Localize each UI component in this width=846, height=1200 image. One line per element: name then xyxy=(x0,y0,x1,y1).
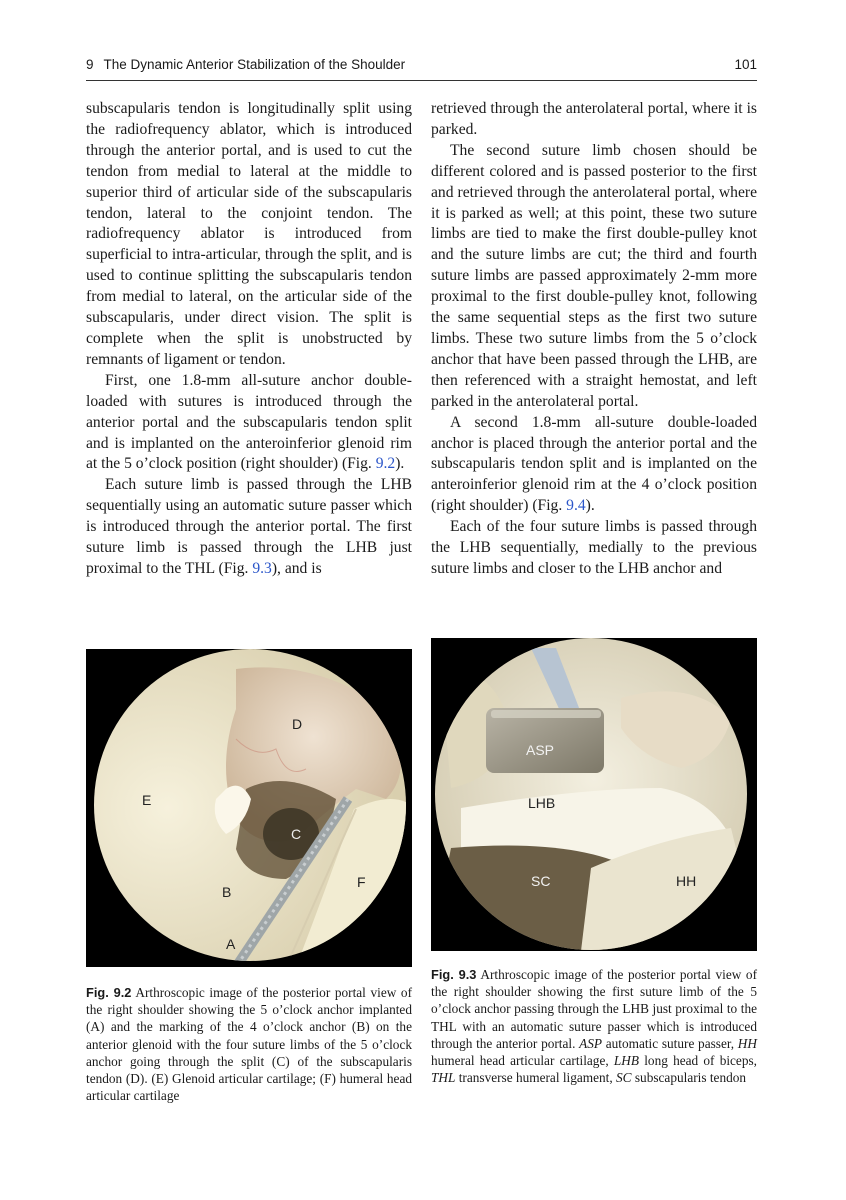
label-F: F xyxy=(357,874,366,890)
figure-9-3-image xyxy=(431,638,757,951)
arthroscopy-photo-9-3 xyxy=(431,638,757,951)
header-rule xyxy=(86,80,757,81)
caption-run: transverse humeral ligament, xyxy=(455,1070,617,1086)
chapter-number: 9 xyxy=(86,57,94,72)
abbr-SC: SC xyxy=(616,1070,632,1086)
text-run: Each suture limb is passed through the LHB sequentially using an automatic suture passer which is introduced through the anterior portal. The first suture limb is passed through the LHB just proximal to the THL (Fig. xyxy=(86,476,412,577)
arthroscopy-photo-9-2 xyxy=(86,649,412,967)
caption-run: automatic suture passer, xyxy=(602,1035,738,1051)
label-D: D xyxy=(292,716,303,732)
figure-9-3-caption xyxy=(431,966,757,1086)
page-number: 101 xyxy=(734,57,757,72)
label-A: A xyxy=(226,936,236,952)
right-column xyxy=(431,99,757,580)
figure-ref-9-2[interactable]: 9.2 xyxy=(375,455,396,473)
text-run: ), and is xyxy=(271,559,322,577)
left-paragraph-2 xyxy=(86,371,412,476)
caption-run: Arthroscopic image of the posterior portal view of the right shoulder showing the first suture limb of the 5 o’clock anchor passing through the LHB just proximal to the THL with an automatic suture passer which is introduced through the anterior portal. xyxy=(431,967,757,1051)
caption-text-9-2: Arthroscopic image of the posterior portal view of the right shoulder showing the 5 o’clock anchor implanted (A) and the marking of the 4 o’clock anchor (B) on the anterior glenoid with the four suture limbs of the 5 o’clock anchor going through the split (C) of the subscapularis tendon (D). (E) Glenoid articular cartilage; (F) humeral head articular cartilage xyxy=(86,985,412,1104)
chapter-title: The Dynamic Anterior Stabilization of the Shoulder xyxy=(103,57,406,72)
figure-9-2-image xyxy=(86,649,412,967)
figure-ref-9-4[interactable]: 9.4 xyxy=(566,497,586,515)
text-run: ). xyxy=(395,455,405,473)
left-column xyxy=(86,99,412,580)
right-paragraph-3 xyxy=(431,413,757,518)
text-run: ). xyxy=(585,497,595,515)
caption-label-9-3: Fig. 9.3 xyxy=(431,967,477,982)
abbr-LHB: LHB xyxy=(613,1053,640,1069)
caption-run: humeral head articular cartilage, xyxy=(431,1053,614,1069)
figure-ref-9-3[interactable]: 9.3 xyxy=(252,559,272,577)
label-ASP: ASP xyxy=(526,742,555,758)
running-header xyxy=(86,57,757,77)
figure-9-2-caption xyxy=(86,984,412,1104)
abbr-THL: THL xyxy=(431,1070,456,1086)
label-HH: HH xyxy=(676,873,697,889)
label-B: B xyxy=(222,884,232,900)
caption-label-9-2: Fig. 9.2 xyxy=(86,985,132,1000)
caption-run: subscapularis tendon xyxy=(631,1070,747,1086)
label-SC: SC xyxy=(531,873,551,889)
label-LHB: LHB xyxy=(528,795,556,811)
abbr-ASP: ASP xyxy=(579,1035,603,1051)
text-run: First, one 1.8-mm all-suture anchor double-loaded with sutures is introduced through the anterior portal and the subscapularis tendon split and is implanted on the anteroinferior glenoid rim at the 5 o’clock position (right shoulder) (Fig. xyxy=(86,371,412,473)
label-C: C xyxy=(291,826,302,842)
left-paragraph-3 xyxy=(86,475,412,580)
abbr-HH: HH xyxy=(737,1035,757,1051)
header-left xyxy=(86,57,405,72)
caption-run: long head of biceps, xyxy=(639,1053,757,1069)
text-run: A second 1.8-mm all-suture double-loaded anchor is placed through the anterior portal and the subscapularis tendon split and is implanted on the anteroinferior glenoid rim at the 4 o’clock position (right shoulder) (Fig. xyxy=(431,413,757,515)
left-paragraph-1: subscapularis tendon is longitudinally split using the radiofrequency ablator, which is introduced through the anterior portal, and is used to cut the tendon from medial to lateral at the middle to superior third of articular side of the subscapularis tendon, lateral to the conjoint tendon. The radiofrequency ablator is introduced from superficial to intra-articular, through the split, and is used to continue splitting the subscapularis tendon from medial to lateral, on the articular side of the subscapularis, under direct vision. The split is complete when the split is unobstructed by remnants of ligament or tendon. xyxy=(86,100,412,368)
right-paragraph-4: Each of the four suture limbs is passed through the LHB sequentially, medially to the previous suture limbs and closer to the LHB anchor and xyxy=(431,518,757,577)
label-E: E xyxy=(142,792,152,808)
right-paragraph-1: retrieved through the anterolateral portal, where it is parked. xyxy=(431,100,757,138)
right-paragraph-2: The second suture limb chosen should be different colored and is passed posterior to the first and retrieved through the anterolateral portal, where it is parked as well; at this point, these two suture limbs are tied to make the first double-pulley knot and the suture limbs are cut; the third and fourth suture limbs are passed approximately 2-mm more proximal to the first double-pulley knot, following the same sequential steps as the first two suture limbs. These two suture limbs from the 5 o’clock anchor that have been passed through the LHB, are then referenced with a straight hemostat, and left parked in the anterolateral portal. xyxy=(431,141,757,410)
